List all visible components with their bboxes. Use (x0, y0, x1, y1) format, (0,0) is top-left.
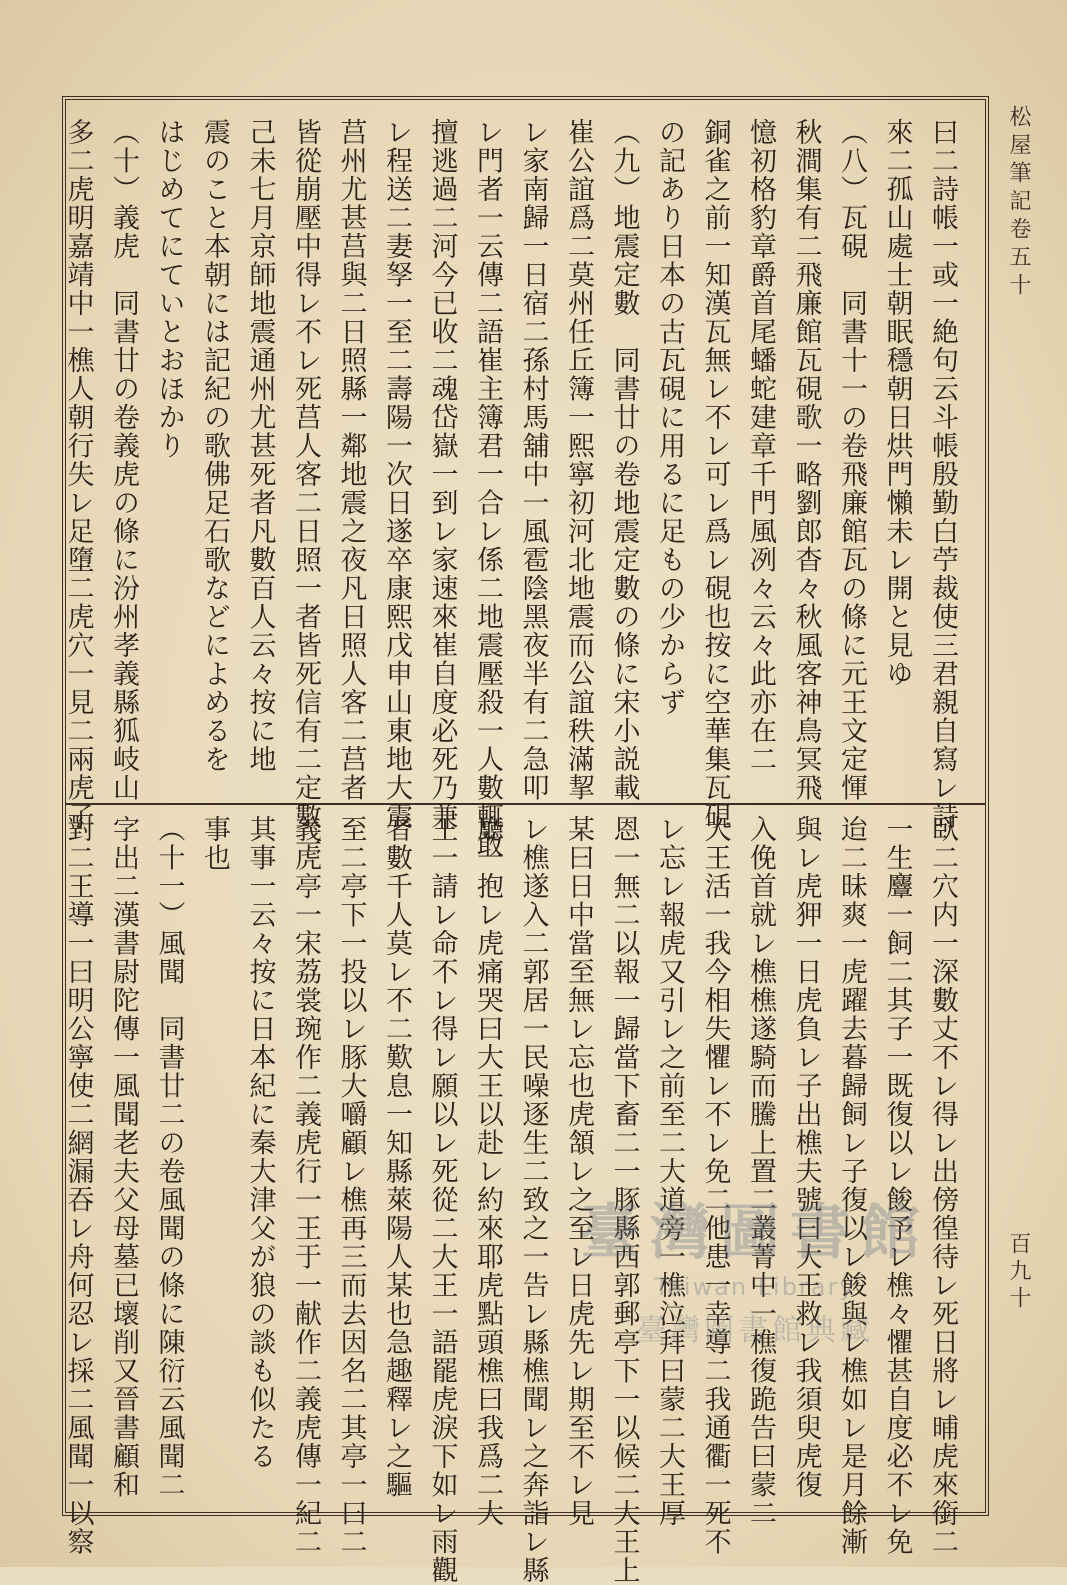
text-column: レ家南歸一日宿二孫村馬舖中一風雹陰黑夜半有二急叩 (517, 118, 549, 802)
text-column: 皆從崩壓中得レ不レ死莒人客二日照一者皆死信有二定數一 (290, 118, 321, 859)
text-column: 入俛首就レ樵樵遂騎而騰上置二叢菁中一樵復跪告曰蒙二 (745, 815, 776, 1528)
text-column: 某曰日中當至無レ忘也虎頷レ之至レ日虎先レ期至不レ見 (563, 815, 594, 1528)
text-column: 銅雀之前一知漢瓦無レ不レ可レ爲レ硯也按に空華集瓦硯 (699, 118, 731, 831)
watermark-chinese: 臺灣圖書館 (580, 1198, 930, 1268)
text-column: 多二虎明嘉靖中一樵人朝行失レ足墮二虎穴一見二兩虎子 (62, 118, 94, 831)
text-column: 大王活一我今相失懼レ不レ免二他患一幸導二我通衢一死不 (699, 815, 731, 1556)
text-column: レ忘レ報虎又引レ之前至二大道旁一樵泣拜曰蒙二大王厚 (654, 815, 685, 1528)
text-column: 憶初格豹章爵首尾蟠蛇建章千門風冽々云々此亦在二 (745, 118, 776, 774)
watermark-subtitle: 臺灣圖書館典藏 (636, 1313, 874, 1348)
text-column: 至二亭下一投以レ豚大嚼顧レ樵再三而去因名二其亭一曰二 (335, 815, 367, 1556)
text-column: はじめてにていとおほかり (153, 118, 185, 460)
text-column: 王一請レ命不レ得レ願以レ死從二大王一語罷虎淚下如レ雨觀 (426, 815, 458, 1585)
text-column: レ門者一云傳二語崔主簿君一合レ係二地震壓殺一人數輒敢 (472, 118, 503, 859)
text-column: （八）瓦硯 同書十一の卷飛廉館瓦の條に元王文定惲 (836, 118, 867, 802)
text-column: 臥二穴内一深數丈不レ得レ出傍徨待レ死日將レ晡虎來銜二 (927, 815, 958, 1556)
text-column: 己未七月京師地震通州尤甚死者凡數百人云々按に地 (244, 118, 276, 774)
text-column: 者數千人莫レ不二歎息一知縣萊陽人某也急趣釋レ之驅 (381, 815, 412, 1499)
text-column: （十一）風聞 同書廿二の卷風聞の條に陳衍云風聞二 (153, 815, 185, 1499)
page-number: 百九十 (1006, 1232, 1031, 1313)
text-column: 對二王導一曰明公寧使二網漏吞レ舟何忍レ採二風聞一以察 (62, 815, 94, 1556)
text-column: 恩一無二以報一歸當下畜二一豚縣西郭郵亭下一以候二大王上 (608, 815, 640, 1585)
text-column: 與レ虎狎一日虎負レ子出樵夫號曰大王救レ我須臾虎復 (790, 815, 822, 1499)
lower-text-block (62, 815, 965, 1585)
text-column: 曰二詩帳一或一絶句云斗帳殷勤白苧裁使三君親自寫レ詩 (927, 118, 958, 831)
text-column: 莒州尤甚莒與二日照縣一鄰地震之夜凡日照人客二莒者 (335, 118, 367, 802)
text-column: 來二孤山處士朝眠穩朝日烘門懶未レ開と見ゆ (881, 118, 913, 688)
text-column: 秋澗集有二飛廉館瓦硯歌一略劉郎杳々秋風客神鳥冥飛 (790, 118, 822, 802)
text-column: 義虎亭一宋荔裳琬作二義虎行一王于一献作二義虎傳一紀二 (290, 815, 321, 1556)
text-column: （九）地震定數 同書廿の卷地震定數の條に宋小説載 (608, 118, 640, 802)
text-column: レ樵遂入二郭居一民噪逐生二致之一告レ縣樵聞レ之奔詣レ縣 (517, 815, 549, 1585)
watermark-english: Taiwan Library (654, 1273, 856, 1301)
text-column: 廳一抱レ虎痛哭曰大王以赴レ約來耶虎點頭樵曰我爲二大 (472, 815, 503, 1528)
text-column: 擅逃過二河今已收二魂岱嶽一到レ家速來崔自度必死乃兼 (426, 118, 458, 831)
text-column: レ程送二妻孥一至二壽陽一次日遂卒康熙戊申山東地大震 (381, 118, 412, 831)
text-column: の記あり日本の古瓦硯に用るに足もの少からず (654, 118, 685, 717)
text-column: 其事一云々按に日本紀に秦大津父が狼の談も似たる (244, 815, 276, 1471)
text-column: 事也 (199, 815, 230, 872)
text-column: （十）義虎 同書廿の卷義虎の條に汾州孝義縣狐岐山 (108, 118, 139, 802)
text-column: 迨二昧爽一虎躍去暮歸飼レ子復以レ餕與レ樵如レ是月餘漸 (836, 815, 867, 1556)
register-divider (66, 803, 985, 805)
text-column: 一生麞一飼二其子一既復以レ餕予レ樵々懼甚自度必不レ免 (881, 815, 913, 1556)
text-column: 震のこと本朝には記紀の歌佛足石歌などによめるを (199, 118, 230, 774)
text-column: 字出二漢書尉陀傳一風聞老夫父母墓已壞削又晉書顧和 (108, 815, 139, 1499)
text-column: 崔公誼爲二莫州任丘簿一熙寧初河北地震而公誼秩滿挈 (563, 118, 594, 802)
running-head: 松屋筆記卷五十 (1006, 105, 1031, 301)
